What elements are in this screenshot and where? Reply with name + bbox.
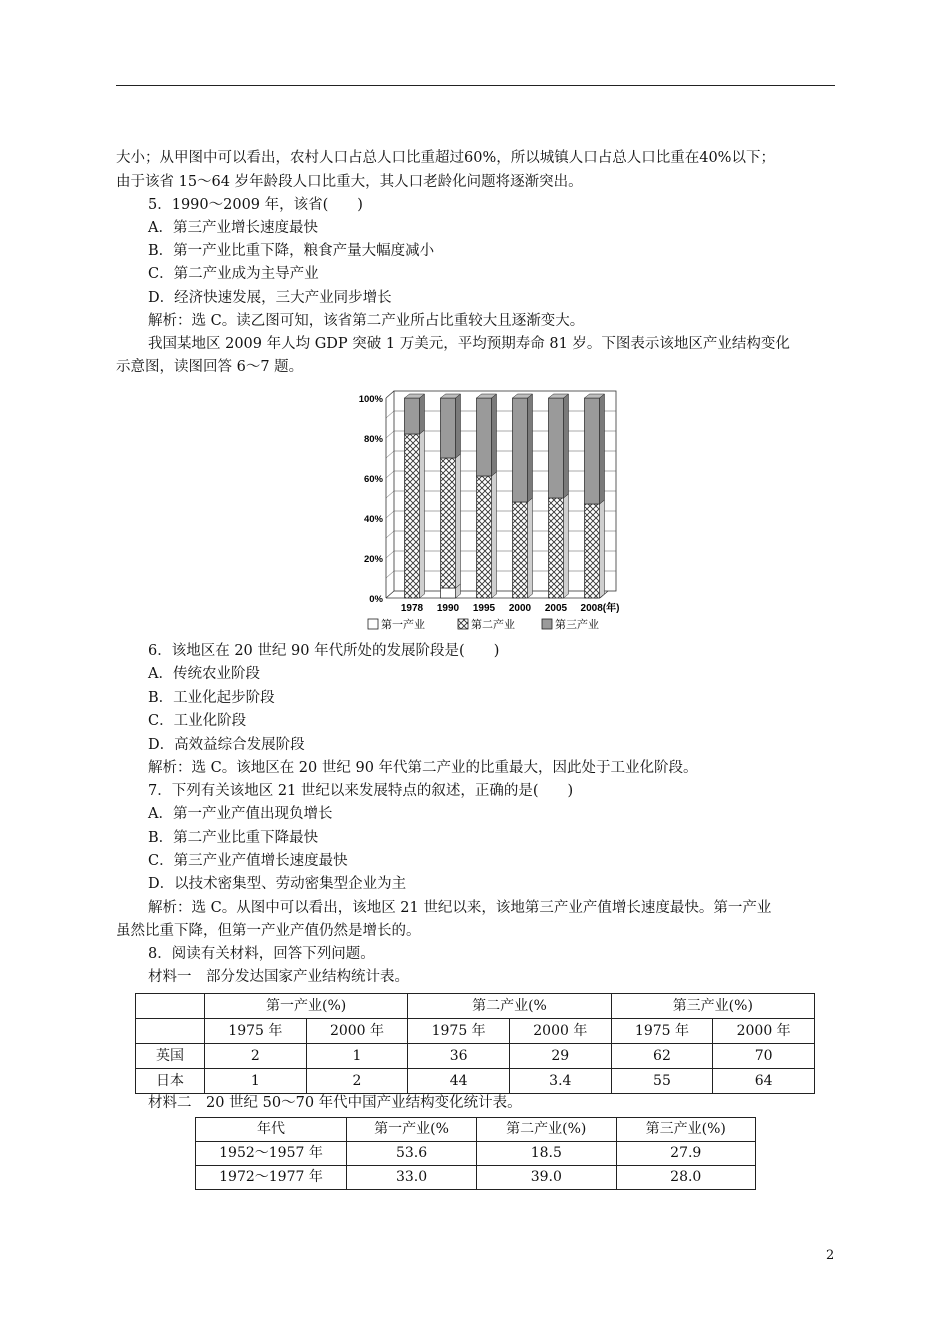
option-c: C．工业化阶段 <box>148 713 247 729</box>
table-header: 第三产业(%) <box>616 1118 755 1142</box>
table-cell: 18.5 <box>477 1142 616 1166</box>
option-b: B．工业化起步阶段 <box>148 690 275 706</box>
x-tick-label: 2005 <box>544 603 568 614</box>
legend-label: 第一产业 <box>381 618 425 631</box>
bar-side <box>420 394 425 434</box>
bar-side <box>420 430 425 598</box>
answer-7: 虽然比重下降，但第一产业产值仍然是增长的。 <box>116 923 421 939</box>
table-cell: 2 <box>205 1044 307 1069</box>
table-cell: 28.0 <box>616 1166 755 1190</box>
bar-segment <box>585 504 600 598</box>
question-7: 7．下列有关该地区 21 世纪以来发展特点的叙述，正确的是( ) <box>148 783 574 799</box>
table-cell: 70 <box>713 1044 815 1069</box>
gridline <box>386 571 394 578</box>
bar-side <box>564 494 569 598</box>
y-tick-label: 0% <box>369 594 383 605</box>
material-1-caption: 材料一 部分发达国家产业结构统计表。 <box>148 969 409 985</box>
table-cell: 53.6 <box>347 1142 477 1166</box>
table-header: 第一产业(%) <box>205 994 408 1019</box>
x-tick-label: 1990 <box>436 603 460 614</box>
intro-text: 我国某地区 2009 年人均 GDP 突破 1 万美元，平均预期寿命 81 岁。下图表示该地区产业结构变化 <box>148 336 790 352</box>
table-cell: 39.0 <box>477 1166 616 1190</box>
table-header: 2000 年 <box>509 1019 611 1044</box>
table-cell: 日本 <box>136 1069 205 1094</box>
table-header: 2000 年 <box>713 1019 815 1044</box>
table-header: 1975 年 <box>611 1019 713 1044</box>
table-header: 第二产业(% <box>408 994 611 1019</box>
gridline <box>386 511 394 518</box>
table-cell: 1952～1957 年 <box>196 1142 347 1166</box>
table-cell: 3.4 <box>509 1069 611 1094</box>
option-d: D．经济快速发展，三大产业同步增长 <box>148 290 392 306</box>
gridline <box>386 431 394 438</box>
question-6: 6．该地区在 20 世纪 90 年代所处的发展阶段是( ) <box>148 643 500 659</box>
option-c: C．第二产业成为主导产业 <box>148 266 319 282</box>
table-cell: 1972～1977 年 <box>196 1166 347 1190</box>
option-c: C．第三产业产值增长速度最快 <box>148 853 348 869</box>
gridline <box>386 451 394 458</box>
text-line: 由于该省 15～64 岁年龄段人口比重大，其人口老龄化问题将逐渐突出。 <box>116 174 583 190</box>
bar-segment <box>549 398 564 498</box>
answer-6: 解析：选 C。该地区在 20 世纪 90 年代第二产业的比重最大，因此处于工业化阶段。 <box>148 760 698 776</box>
top-edge <box>386 391 394 398</box>
table-cell: 64 <box>713 1069 815 1094</box>
table-header: 1975 年 <box>205 1019 307 1044</box>
y-tick-label: 80% <box>363 434 383 445</box>
table-header <box>136 994 205 1019</box>
gridline <box>386 471 394 478</box>
table-row <box>136 1069 815 1094</box>
bar-segment <box>477 398 492 476</box>
gridline <box>386 551 394 558</box>
bar-side <box>600 500 605 598</box>
table-header: 1975 年 <box>408 1019 510 1044</box>
bar-segment <box>441 398 456 458</box>
legend-label: 第三产业 <box>555 618 599 631</box>
bar-segment <box>405 434 420 598</box>
bar-segment <box>585 398 600 504</box>
option-a: A．传统农业阶段 <box>148 666 260 682</box>
table-cell: 33.0 <box>347 1166 477 1190</box>
bar-segment <box>441 588 456 598</box>
table-cell: 62 <box>611 1044 713 1069</box>
table-cell: 1 <box>306 1044 408 1069</box>
x-tick-label: 1978 <box>400 603 424 614</box>
x-tick-label: 1995 <box>472 603 496 614</box>
legend-label: 第二产业 <box>471 618 515 631</box>
y-tick-label: 100% <box>358 394 383 405</box>
table-header: 年代 <box>196 1118 347 1142</box>
y-tick-label: 20% <box>363 554 383 565</box>
intro-text: 示意图，读图回答 6～7 题。 <box>116 359 304 375</box>
table-header: 2000 年 <box>306 1019 408 1044</box>
industry-structure-chart <box>350 386 620 636</box>
chart-legend <box>368 617 599 631</box>
x-axis-ticks <box>401 601 620 614</box>
floor-edge <box>386 591 394 598</box>
bar-segment <box>405 398 420 434</box>
bar-side <box>456 454 461 588</box>
table-row <box>136 1044 815 1069</box>
gridline <box>386 491 394 498</box>
bar-side <box>456 394 461 458</box>
material-2-table <box>195 1117 756 1190</box>
answer-7: 解析：选 C。从图中可以看出，该地区 21 世纪以来，该地第三产业产值增长速度最快。第一产业 <box>148 900 772 916</box>
answer-5: 解析：选 C。读乙图可知，该省第二产业所占比重较大且逐渐变大。 <box>148 313 585 329</box>
legend-swatch <box>542 619 552 629</box>
bar-side <box>492 394 497 476</box>
option-a: A．第一产业产值出现负增长 <box>148 806 333 822</box>
table-row <box>196 1142 756 1166</box>
y-tick-label: 40% <box>363 514 383 525</box>
table-header: 第三产业(%) <box>611 994 814 1019</box>
option-a: A．第三产业增长速度最快 <box>148 220 318 236</box>
header-rule <box>116 85 835 86</box>
legend-swatch <box>458 619 468 629</box>
question-8: 8．阅读有关材料，回答下列问题。 <box>148 946 375 962</box>
material-2-caption: 材料二 20 世纪 50～70 年代中国产业结构变化统计表。 <box>148 1095 522 1111</box>
bar-segment <box>441 458 456 588</box>
question-5: 5．1990～2009 年，该省( ) <box>148 197 363 213</box>
bar-segment <box>513 398 528 502</box>
table-cell: 44 <box>408 1069 510 1094</box>
table-header: 第二产业(%) <box>477 1118 616 1142</box>
table-header: 第一产业(% <box>347 1118 477 1142</box>
gridline <box>386 531 394 538</box>
y-axis-ticks <box>359 394 384 605</box>
bar-side <box>492 472 497 598</box>
bar-side <box>528 498 533 598</box>
y-tick-label: 60% <box>363 474 383 485</box>
option-d: D．高效益综合发展阶段 <box>148 737 305 753</box>
bar-segment <box>549 498 564 598</box>
option-d: D．以技术密集型、劳动密集型企业为主 <box>148 876 407 892</box>
bar-side <box>564 394 569 498</box>
material-1-table <box>135 993 815 1094</box>
table-cell <box>136 1019 205 1044</box>
option-b: B．第一产业比重下降，粮食产量大幅度减小 <box>148 243 435 259</box>
text-line: 大小；从甲图中可以看出，农村人口占总人口比重超过60%，所以城镇人口占总人口比重在40%以下； <box>116 150 775 166</box>
legend-swatch <box>368 619 378 629</box>
table-row <box>196 1166 756 1190</box>
x-tick-label: 2000 <box>508 603 532 614</box>
table-cell: 2 <box>306 1069 408 1094</box>
table-cell: 29 <box>509 1044 611 1069</box>
table-cell: 英国 <box>136 1044 205 1069</box>
table-cell: 36 <box>408 1044 510 1069</box>
bar-segment <box>477 476 492 598</box>
table-cell: 55 <box>611 1069 713 1094</box>
x-tick-label: 2008(年) <box>580 603 620 614</box>
option-b: B．第二产业比重下降最快 <box>148 830 319 846</box>
table-cell: 27.9 <box>616 1142 755 1166</box>
table-cell: 1 <box>205 1069 307 1094</box>
page-number: 2 <box>826 1248 835 1263</box>
bar-side <box>600 394 605 504</box>
gridline <box>386 411 394 418</box>
bar-side <box>528 394 533 502</box>
bar-segment <box>513 502 528 598</box>
